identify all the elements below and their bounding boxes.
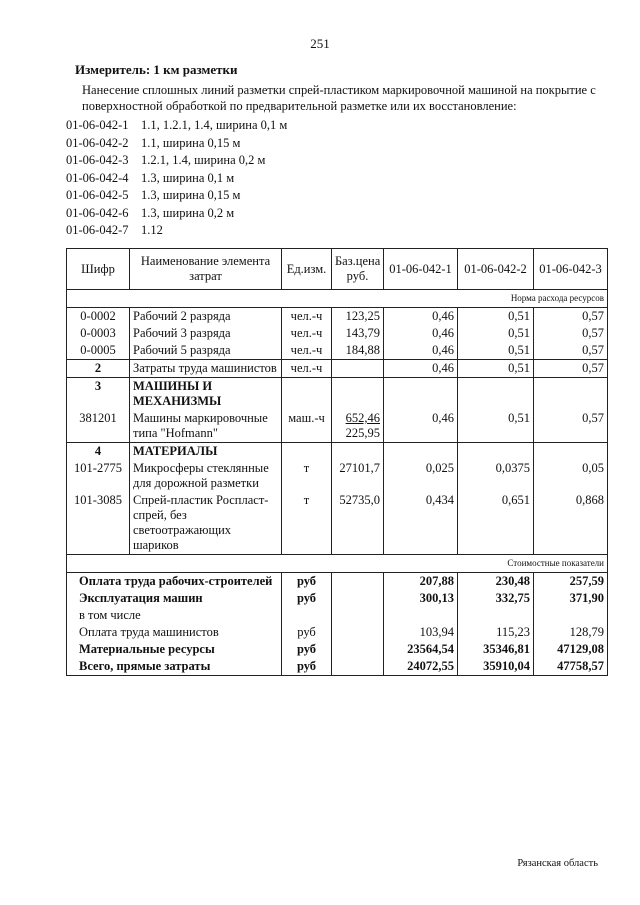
table-row: 0-0003 Рабочий 3 разряда чел.-ч 143,79 0,46 0,51 0,57 [67,325,608,342]
summary-row: в том числе [67,607,608,624]
col-header: Шифр [67,249,130,290]
col-header: Баз.цена руб. [332,249,384,290]
page-number: 251 [310,36,330,51]
cost-subheader: Стоимостные показатели [67,555,608,573]
section-materials: 4 МАТЕРИАЛЫ [67,443,608,461]
code-item: 01-06-042-3 1.2.1, 1.4, ширина 0,2 м [66,153,266,167]
table-row: 0-0002 Рабочий 2 разряда чел.-ч 123,25 0,46 0,51 0,57 [67,308,608,326]
table-row: 381201 Машины маркировочные типа "Hofmann" маш.-ч 652,46 225,95 0,46 0,51 0,57 [67,410,608,443]
code-item: 01-06-042-5 1.3, ширина 0,15 м [66,188,241,202]
col-header: 01-06-042-3 [534,249,608,290]
summary-row: Эксплуатация машин руб 300,13 332,75 371,90 [67,590,608,607]
summary-row: Оплата труда машинистов руб 103,94 115,23 128,79 [67,624,608,641]
work-description: Нанесение сплошных линий разметки спрей-пластиком маркировочной машиной на покрытие с поверхностной обработкой по предварительной разметке или их восстановление: [82,83,596,113]
resource-table [66,248,608,676]
code-item: 01-06-042-1 1.1, 1.2.1, 1.4, ширина 0,1 м [66,118,288,132]
col-header: 01-06-042-2 [458,249,534,290]
meter-heading: Измеритель: 1 км разметки [75,62,238,77]
summary-row: Оплата труда рабочих-строителей руб 207,88 230,48 257,59 [67,573,608,591]
col-header: 01-06-042-1 [384,249,458,290]
code-list [66,117,287,240]
table-row: 0-0005 Рабочий 5 разряда чел.-ч 184,88 0,46 0,51 0,57 [67,342,608,360]
table-header [67,249,608,290]
col-header: Наименование элемента затрат [130,249,282,290]
summary-row: Всего, прямые затраты руб 24072,55 35910,04 47758,57 [67,658,608,676]
footer-region: Рязанская область [517,858,598,869]
summary-row: Материальные ресурсы руб 23564,54 35346,81 47129,08 [67,641,608,658]
table-row-machinists: 2 Затраты труда машинистов чел.-ч 0,46 0,51 0,57 [67,360,608,378]
norm-subheader: Норма расхода ресурсов [67,290,608,308]
code-item: 01-06-042-6 1.3, ширина 0,2 м [66,205,235,220]
section-machines: 3 МАШИНЫ И МЕХАНИЗМЫ [67,378,608,411]
col-header: Ед.изм. [282,249,332,290]
table-row: 101-3085 Спрей-пластик Роспласт-спрей, без светоотражающих шариков т 52735,0 0,434 0,651 0,868 [67,492,608,555]
code-item: 01-06-042-7 1.12 [66,223,163,237]
code-item: 01-06-042-2 1.1, ширина 0,15 м [66,135,241,150]
code-item: 01-06-042-4 1.3, ширина 0,1 м [66,170,235,185]
table-row: 101-2775 Микросферы стеклянные для дорожной разметки т 27101,7 0,025 0,0375 0,05 [67,460,608,492]
